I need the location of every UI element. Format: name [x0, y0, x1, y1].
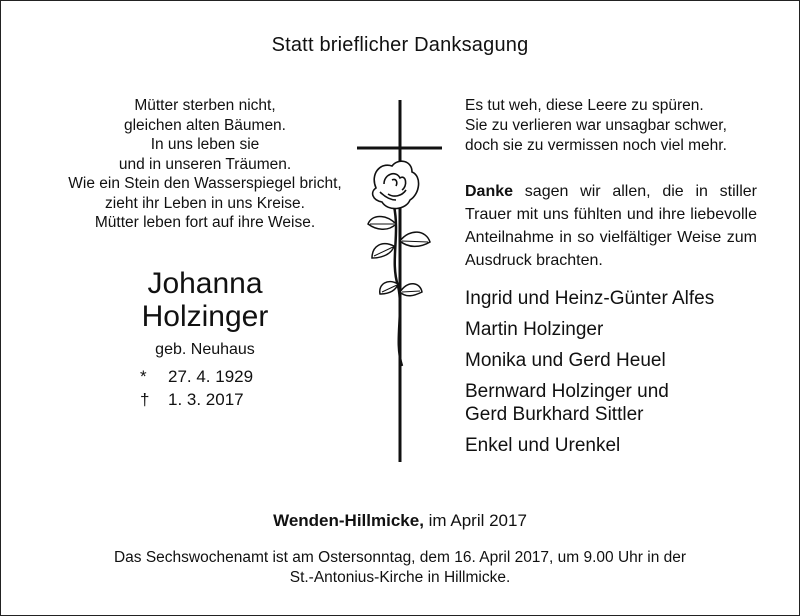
- poem: [30, 96, 380, 233]
- intro-line: Sie zu verlieren war unsagbar schwer,: [465, 117, 727, 134]
- life-dates: [140, 365, 253, 411]
- birth-row: [140, 365, 253, 388]
- notice-date: im April 2017: [423, 511, 527, 530]
- poem-line: Mütter leben fort auf ihre Weise.: [94, 214, 316, 231]
- place-name: Wenden-Hillmicke,: [273, 511, 424, 530]
- mass-line: Das Sechswochenamt ist am Ostersonntag, dem 16. April 2017, um 9.00 Uhr in der: [113, 549, 687, 566]
- poem-line: In uns leben sie: [150, 136, 260, 153]
- birth-date: 27. 4. 1929: [168, 367, 254, 386]
- intro-text: [465, 96, 765, 156]
- poem-line: Wie ein Stein den Wasserspiegel bricht,: [68, 175, 342, 192]
- maiden-name: geb. Neuhaus: [155, 341, 255, 358]
- poem-line: und in unseren Träumen.: [118, 155, 292, 173]
- poem-line: zieht ihr Leben in uns Kreise.: [105, 194, 305, 212]
- mass-line: St.-Antonius-Kirche in Hillmicke.: [289, 569, 511, 586]
- family-entry-line: Gerd Burkhard Sittler: [465, 404, 644, 425]
- death-date: 1. 3. 2017: [168, 390, 244, 409]
- family-list: [465, 287, 785, 465]
- deceased-name: [30, 267, 380, 333]
- poem-line: Mütter sterben nicht,: [134, 97, 276, 114]
- thanks-text: sagen wir allen, die in stiller Trauer mit uns fühlten und ihre liebevolle Anteilnahme in so vielfältiger Weise zum Ausdruck brachten.: [465, 183, 757, 269]
- place-and-date: [0, 511, 800, 531]
- deceased-first-name: Johanna: [147, 267, 263, 300]
- family-entry: Enkel und Urenkel: [465, 435, 621, 456]
- birth-star-icon: *: [140, 367, 147, 386]
- death-dagger-icon: †: [140, 390, 150, 409]
- poem-line: gleichen alten Bäumen.: [123, 116, 286, 134]
- family-entry: [465, 380, 785, 426]
- thanks-paragraph: [465, 180, 757, 272]
- family-entry: Martin Holzinger: [465, 319, 604, 340]
- family-entry: Ingrid und Heinz-Günter Alfes: [465, 288, 715, 309]
- cross-with-rose-icon: [350, 96, 450, 466]
- deceased-last-name: Holzinger: [141, 300, 269, 333]
- death-row: [140, 388, 253, 411]
- family-entry: Monika und Gerd Heuel: [465, 350, 666, 371]
- cross-with-rose-graphic: [350, 96, 450, 466]
- family-entry-line: Bernward Holzinger und: [465, 381, 669, 402]
- mass-announcement: [0, 548, 800, 588]
- notice-title: Statt brieflicher Danksagung: [271, 34, 529, 56]
- thanks-bold-word: Danke: [465, 183, 514, 200]
- intro-line: doch sie zu vermissen noch viel mehr.: [465, 137, 727, 154]
- intro-line: Es tut weh, diese Leere zu spüren.: [465, 97, 704, 114]
